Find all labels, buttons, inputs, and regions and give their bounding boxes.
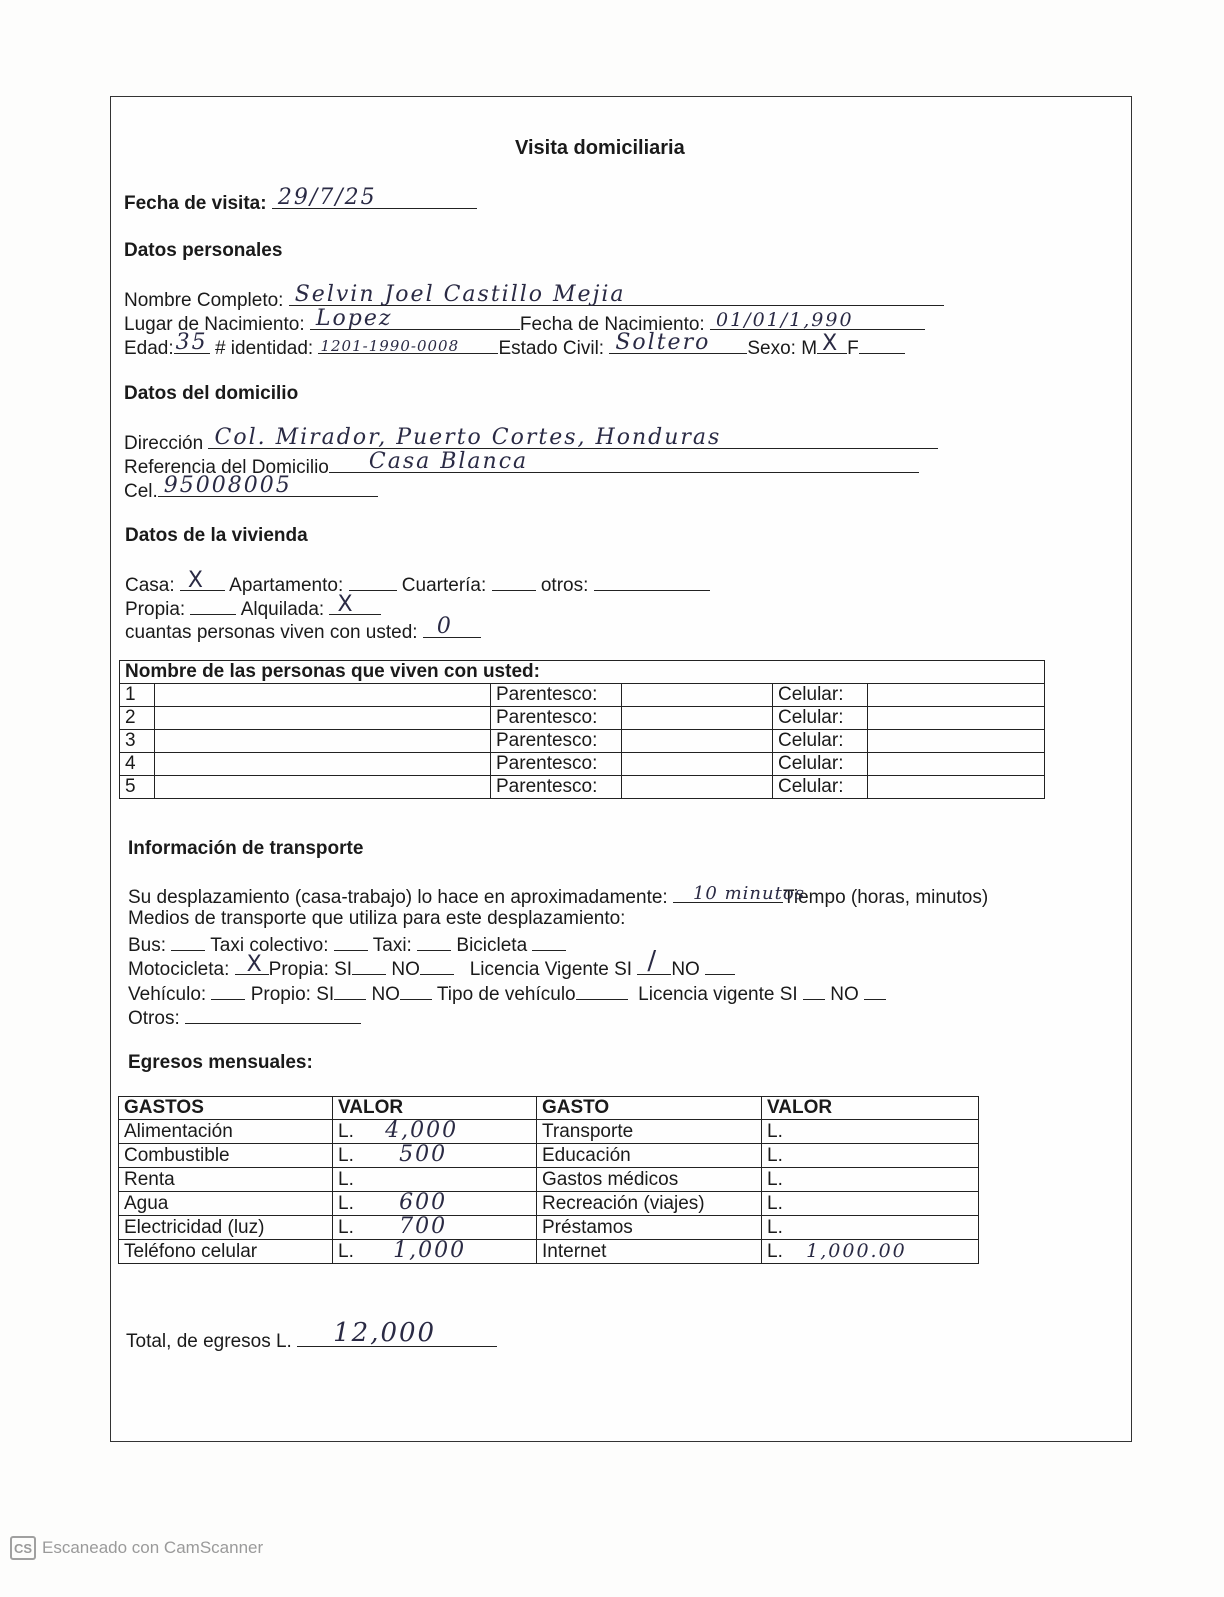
vehiculo-licencia-no-label: NO	[830, 984, 859, 1005]
casa-field[interactable]	[180, 568, 225, 593]
cel-field[interactable]	[158, 473, 378, 498]
id-label: # identidad:	[214, 338, 314, 359]
apartamento-label: Apartamento:	[229, 575, 344, 596]
cel-row	[124, 473, 378, 503]
sex-f-label: F	[847, 338, 859, 359]
row-number: 1	[120, 684, 155, 707]
moto-field[interactable]	[235, 952, 269, 977]
parentesco-label: Parentesco:	[491, 730, 622, 753]
reference-label: Referencia del Domicilio	[124, 457, 329, 478]
means-label: Medios de transporte que utiliza para este desplazamiento:	[128, 908, 626, 929]
expenses-heading: Egresos mensuales:	[128, 1052, 313, 1073]
personal-heading: Datos personales	[124, 240, 283, 261]
celular-label: Celular:	[773, 776, 868, 799]
commute-row	[128, 884, 988, 909]
birthdate-label: Fecha de Nacimiento:	[519, 314, 705, 335]
celular-label: Celular:	[773, 684, 868, 707]
otros-field[interactable]	[594, 572, 710, 591]
bicicleta-field[interactable]	[532, 932, 566, 951]
expense-value: 1,000	[393, 1238, 467, 1263]
moto-licencia-label: Licencia Vigente SI	[469, 959, 633, 980]
row-number: 5	[120, 776, 155, 799]
celular-label: Celular:	[773, 707, 868, 730]
celular-label: Celular:	[773, 730, 868, 753]
celular-cell[interactable]	[868, 707, 1045, 730]
vehiculo-propio-si-field[interactable]	[334, 981, 366, 1000]
taxi-colectivo-field[interactable]	[334, 932, 368, 951]
currency-prefix: L.	[767, 1145, 783, 1166]
total-field[interactable]	[297, 1318, 497, 1348]
bicicleta-label: Bicicleta	[456, 935, 528, 956]
birthdate-field[interactable]	[710, 311, 925, 330]
expense-label: Educación	[537, 1144, 762, 1168]
otros-transport-label: Otros:	[128, 1008, 180, 1029]
alquilada-field[interactable]	[329, 592, 381, 617]
people-count-field[interactable]	[423, 614, 481, 639]
row-number: 2	[120, 707, 155, 730]
commute-label: Su desplazamiento (casa-trabajo) lo hace en aproximadamente:	[128, 887, 668, 908]
age-value: 35	[175, 330, 208, 355]
expense-label: Gastos médicos	[537, 1168, 762, 1192]
expense-label: Electricidad (luz)	[119, 1216, 333, 1240]
table-row	[119, 1144, 979, 1168]
expense-value-cell[interactable]	[762, 1192, 979, 1216]
parentesco-cell[interactable]	[622, 776, 773, 799]
parentesco-cell[interactable]	[622, 707, 773, 730]
moto-no-field[interactable]	[420, 956, 454, 975]
vehiculo-label: Vehículo:	[128, 984, 207, 1005]
cel-value: 95008005	[163, 473, 292, 498]
otros-transport-field[interactable]	[185, 1005, 361, 1024]
expenses-header-row	[119, 1097, 979, 1120]
people-count-row	[125, 614, 481, 644]
celular-cell[interactable]	[868, 753, 1045, 776]
moto-propia-si-field[interactable]	[352, 956, 386, 975]
apartamento-field[interactable]	[349, 572, 397, 591]
commute-field[interactable]	[673, 883, 805, 904]
celular-cell[interactable]	[868, 776, 1045, 799]
moto-licencia-si-field[interactable]	[637, 946, 671, 976]
person-name-cell[interactable]	[155, 776, 491, 799]
row-number: 4	[120, 753, 155, 776]
header-valor: VALOR	[333, 1097, 537, 1120]
cel-label: Cel.	[124, 481, 158, 502]
visit-date-value: 29/7/25	[277, 185, 377, 210]
taxi-label: Taxi:	[372, 935, 412, 956]
expenses-table	[118, 1096, 979, 1264]
expense-value: 600	[399, 1190, 448, 1215]
expense-label: Combustible	[119, 1144, 333, 1168]
currency-prefix: L.	[767, 1217, 783, 1238]
expense-label: Renta	[119, 1168, 333, 1192]
vehiculo-no-field[interactable]	[400, 981, 432, 1000]
parentesco-label: Parentesco:	[491, 776, 622, 799]
vehiculo-licencia-no-field[interactable]	[864, 981, 886, 1000]
table-row	[119, 1120, 979, 1144]
otros-label: otros:	[540, 575, 589, 596]
expense-value-cell[interactable]	[333, 1240, 537, 1264]
table-row	[119, 1240, 979, 1264]
commute-value: 10 minutos	[692, 883, 805, 904]
total-value: 12,000	[333, 1318, 437, 1348]
expense-value-cell[interactable]	[762, 1120, 979, 1144]
expense-label: Internet	[537, 1240, 762, 1264]
transport-heading: Información de transporte	[128, 838, 364, 859]
commute-suffix: Tiempo (horas, minutos)	[782, 887, 989, 908]
parentesco-cell[interactable]	[622, 684, 773, 707]
person-name-cell[interactable]	[155, 730, 491, 753]
reference-field[interactable]	[329, 449, 919, 474]
expense-value-cell[interactable]	[333, 1168, 537, 1192]
casa-label: Casa:	[125, 575, 175, 596]
taxi-field[interactable]	[417, 932, 451, 951]
expense-value-cell[interactable]	[762, 1144, 979, 1168]
parentesco-cell[interactable]	[622, 730, 773, 753]
expense-label: Alimentación	[119, 1120, 333, 1144]
tipo-vehiculo-field[interactable]	[576, 981, 628, 1000]
expense-value: 500	[399, 1142, 448, 1167]
currency-prefix: L.	[338, 1193, 354, 1214]
person-name-cell[interactable]	[155, 707, 491, 730]
vehiculo-licencia-si-field[interactable]	[803, 981, 825, 1000]
visit-date-field[interactable]	[272, 185, 477, 210]
reference-value: Casa Blanca	[368, 449, 529, 474]
moto-licencia-no-label: NO	[671, 959, 700, 980]
moto-mark: X	[246, 952, 262, 977]
civil-label: Estado Civil:	[498, 338, 605, 359]
alquilada-label: Alquilada:	[240, 599, 325, 620]
taxi-colectivo-label: Taxi colectivo:	[210, 935, 329, 956]
visit-date-row	[124, 185, 477, 215]
currency-prefix: L.	[767, 1193, 783, 1214]
currency-prefix: L.	[338, 1241, 354, 1262]
row-number: 3	[120, 730, 155, 753]
vehiculo-licencia-label: Licencia vigente SI	[638, 984, 798, 1005]
expense-value-cell[interactable]	[333, 1192, 537, 1216]
parentesco-label: Parentesco:	[491, 707, 622, 730]
cuarteria-label: Cuartería:	[401, 575, 487, 596]
currency-prefix: L.	[338, 1145, 354, 1166]
moto-no-label: NO	[391, 959, 420, 980]
birthplace-label: Lugar de Nacimiento:	[124, 314, 305, 335]
expense-value-cell[interactable]	[762, 1240, 979, 1264]
id-row	[124, 330, 905, 360]
moto-licencia-no-field[interactable]	[705, 956, 735, 975]
sex-m-label: Sexo: M	[747, 338, 818, 359]
name-label: Nombre Completo:	[124, 290, 284, 311]
table-row	[120, 684, 1045, 707]
celular-label: Celular:	[773, 753, 868, 776]
transport-options-row	[128, 932, 566, 957]
otros-transport-row	[128, 1005, 361, 1030]
birthplace-field[interactable]	[310, 306, 520, 331]
person-name-cell[interactable]	[155, 753, 491, 776]
sex-f-field[interactable]	[859, 335, 905, 354]
expense-value-cell[interactable]	[762, 1168, 979, 1192]
moto-row	[128, 946, 735, 981]
id-field[interactable]	[318, 335, 498, 354]
expense-value-cell[interactable]	[762, 1216, 979, 1240]
age-field[interactable]	[174, 330, 210, 355]
alquilada-mark: X	[337, 592, 353, 617]
camscanner-logo-icon: CS	[10, 1536, 36, 1560]
total-label: Total, de egresos L.	[126, 1331, 292, 1352]
people-table-header: Nombre de las personas que viven con usted:	[120, 661, 1045, 684]
currency-prefix: L.	[767, 1241, 783, 1262]
domicile-heading: Datos del domicilio	[124, 383, 299, 404]
vehiculo-propio-label: Propio: SI	[250, 984, 335, 1005]
people-table	[119, 660, 1045, 799]
birthplace-value: Lopez	[315, 306, 393, 331]
id-value: 1201-1990-0008	[320, 337, 460, 355]
bus-field[interactable]	[171, 932, 205, 951]
currency-prefix: L.	[767, 1169, 783, 1190]
address-label: Dirección	[124, 433, 204, 454]
expense-label: Agua	[119, 1192, 333, 1216]
total-row	[126, 1318, 497, 1353]
expense-label: Transporte	[537, 1120, 762, 1144]
propia-field[interactable]	[190, 596, 236, 615]
expense-label: Préstamos	[537, 1216, 762, 1240]
moto-propia-label: Propia: SI	[268, 959, 353, 980]
people-count-label: cuantas personas viven con usted:	[125, 622, 418, 643]
age-label: Edad:	[124, 338, 174, 359]
sex-m-mark: X	[822, 331, 838, 356]
bus-label: Bus:	[128, 935, 167, 956]
vehiculo-row	[128, 981, 886, 1006]
address-value: Col. Mirador, Puerto Cortes, Honduras	[214, 425, 722, 450]
expense-value-cell[interactable]	[333, 1144, 537, 1168]
cuarteria-field[interactable]	[492, 572, 536, 591]
expense-value-cell[interactable]	[333, 1120, 537, 1144]
currency-prefix: L.	[338, 1169, 354, 1190]
expense-label: Recreación (viajes)	[537, 1192, 762, 1216]
header-gastos: GASTOS	[119, 1097, 333, 1120]
address-row	[124, 425, 938, 455]
address-field[interactable]	[208, 425, 938, 450]
parentesco-label: Parentesco:	[491, 684, 622, 707]
tipo-vehiculo-label: Tipo de vehículo	[436, 984, 576, 1005]
propia-label: Propia:	[125, 599, 186, 620]
name-value: Selvin Joel Castillo Mejia	[294, 282, 626, 307]
expense-value-cell[interactable]	[333, 1216, 537, 1240]
housing-heading: Datos de la vivienda	[125, 525, 308, 546]
parentesco-cell[interactable]	[622, 753, 773, 776]
watermark-text: Escaneado con CamScanner	[42, 1538, 264, 1557]
expense-label: Teléfono celular	[119, 1240, 333, 1264]
currency-prefix: L.	[338, 1217, 354, 1238]
currency-prefix: L.	[767, 1121, 783, 1142]
table-row	[119, 1216, 979, 1240]
vehiculo-field[interactable]	[211, 981, 245, 1000]
civil-field[interactable]	[609, 330, 747, 355]
table-row	[120, 707, 1045, 730]
header-valor-2: VALOR	[762, 1097, 979, 1120]
table-row	[120, 753, 1045, 776]
sex-m-field[interactable]	[817, 331, 847, 356]
table-row	[120, 776, 1045, 799]
header-gasto: GASTO	[537, 1097, 762, 1120]
person-name-cell[interactable]	[155, 684, 491, 707]
page-title: Visita domiciliaria	[515, 137, 685, 159]
people-count-value: 0	[436, 614, 453, 639]
expense-value: 4,000	[385, 1118, 459, 1143]
expense-value: 700	[399, 1214, 448, 1239]
birth-row	[124, 306, 925, 336]
visit-date-label: Fecha de visita:	[124, 193, 267, 214]
celular-cell[interactable]	[868, 730, 1045, 753]
moto-licencia-mark: /	[647, 946, 657, 976]
celular-cell[interactable]	[868, 684, 1045, 707]
parentesco-label: Parentesco:	[491, 753, 622, 776]
table-row	[119, 1168, 979, 1192]
camscanner-watermark	[10, 1536, 263, 1560]
birthdate-value: 01/01/1,990	[716, 309, 854, 331]
table-row	[119, 1192, 979, 1216]
name-field[interactable]	[289, 282, 944, 307]
ownership-row	[125, 592, 381, 621]
civil-value: Soltero	[615, 330, 711, 355]
vehiculo-no-label: NO	[371, 984, 400, 1005]
table-row	[120, 730, 1045, 753]
expense-value: 1,000.00	[806, 1240, 907, 1262]
housing-type-row	[125, 568, 710, 597]
moto-label: Motocicleta:	[128, 959, 230, 980]
currency-prefix: L.	[338, 1121, 354, 1142]
casa-mark: X	[187, 568, 203, 593]
